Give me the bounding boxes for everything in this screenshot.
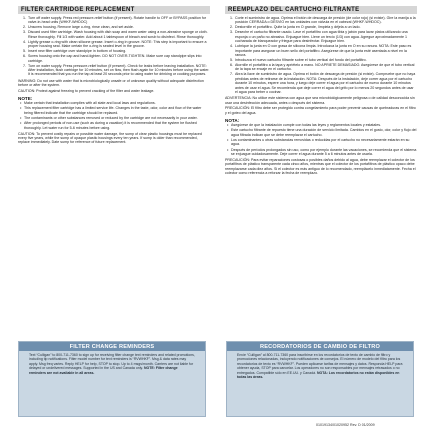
step-item: 3. Discard used filter cartridge. Wash housing with dish soap and warm water using a non-abrasive sponge or cloth. Rinse thoroughly. Fill 1/3 with water. Add about 1 tablespoon of bleach and scrub to disinfect. Rinse thoroughly. [23,30,208,39]
recordatorios-box [226,341,414,417]
warning-text: WARNING: Do not use with water that is microbiologically unsafe or of unknown quality without adequate disinfection before or after the system. [18,78,204,88]
step-item: 6. Atornille el portafiltro a la tapa y apriételo a mano. NO APRIETE DEMASIADO. Asegúrese de que el tubo vertical de la tapa se encaje en el cartucho. [230,63,415,72]
step-item: 1. Turn off water supply. Press red pressure-relief button (if present). Rotate handle to OFF or BYPASS position for valve-in-head units (WHKF-WHDOC) [23,16,207,25]
english-instructions [18,6,210,146]
step-item: 2. Destornille el portafiltro. Quite la junta en O grande, límpiela y déjela a un lado. [230,25,361,30]
note-item: • Después de períodos prolongados sin uso, como por ejemplo durante las vacaciones, se recomienda que el sistema se enjuague cuidadosamente. Deje correr el agua durante 5 a 6 minutos antes de usarla. [231,148,417,157]
reminder-text: Text “Culligan” to 800-711-7360 to sign up for receiving filter change text reminders and related promotions, including tip notifications. Filter model number for text reminders is “RVWHKF”. Msg & data rates may apply. Msg freq varies. Reply HELP for help, STOP to stop. Up to 4 msgs/month. Carriers are not liable for delayed or undelivered messages. Supported in the US and Canada only. NOTE: Filter change reminders are not available in all areas. [29,353,195,375]
note-item: • This replacement filter cartridge has a limited service life. Changes in the taste, odor, color and flow of the water being filtered indicate that the cartridge should be replaced. [24,106,210,115]
caution-sump-text: PRECAUCIÓN: Para evitar reparaciones costosas o posibles daños debido al agua, debe reemplazar el colector de los portafiltros de plástico transparente cada cinco años, mientras que el colector de los portafiltros de plástico opaco debe reemplazarse cada diez años. Si el colector es más antiguo de lo recomendado, reemplácelo inmediatamente. Fecha el colector como referencia a reforzar la fecha de reemplazo. [225,158,416,176]
note-list [18,101,210,130]
note-list [225,123,417,156]
step-item: 7. Turn on water supply. Press pressure-relief button (if present). Check for leaks before leaving installation. NOTE: After installation, flush cartridge for 10 minutes, set on flow, then flush again for 10 minutes before using the water. It is recommended that you run the tap at least 20 seconds prior to using water for drinking or cooking purposes. [23,63,210,77]
caution-text: PRECAUCIÓN: El filtro debe ser protegido contra congelamiento para poder prevenir causas de quebraduras en el filtro y el goteo del agua. [225,106,416,115]
note-item: • Asegúrese de que la instalación cumple con todas las leyes y reglamentos locales y estatales. [231,123,417,127]
caution-sump-text: CAUTION: To prevent costly repairs or possible water damage, the sump of clear plastic housings must be replaced every five years, while the sump of opaque plastic housings every ten years. If sump is older than recommended, replace immediately. Date sump for reference of future replacement. [18,131,202,145]
note-item: • Los contaminantes u otras substancias removidas o reducidas por el cartucho no necesariamente estarán en su agua. [231,138,417,147]
document-code: 01019134/01020952 Rev. D 01/2009 [316,423,375,427]
note-title: NOTA: [225,117,240,123]
reminder-title: FILTER CHANGE REMINDERS [19,342,205,351]
reminder-title: RECORDATORIOS DE CAMBIO DE FILTRO [227,342,413,351]
warning-text: ADVERTENCIA: No utilice este sistema con agua que sea microbiológicamente peligrosa o de calidad desconocida sin usar una desinfección adecuada, antes o después del sistema. [225,96,415,105]
caution-text: CAUTION: Protect against freezing to prevent cracking of the filter and water leakage. [18,88,155,93]
step-item: 7. Abra la llave de suministro de agua. Oprima el botón de descarga de presión (si existe). Compruebe que no haya pérdidas antes de retirarse de la instalación. NOTA: Después de la instalación, deje correr agua por el cartucho durante 10 minutos, espere una hora, y luego deje correr el agua por el cartucho de nuevo durante 10 minutos antes de usar el agua. Se recomienda que deje correr el agua del grifo por lo menos 20 segundos antes de usar el agua para beber o cocinar. [230,72,416,95]
section-title: REEMPLAZO DEL CARTUCHO FILTRANTE [225,6,417,14]
reminder-note: NOTA: Los recordatorios no están disponibles en todas las áreas. [237,370,400,380]
note-title: NOTE: [18,95,33,101]
step-item: 5. Insert new filter cartridge over standpipe in bottom of housing. [23,49,127,54]
step-item: 1. Corte el suministro de agua. Oprima el botón de descarga de presión (de color rojo) (si existe). Gire la manija a la posición CERRADA o DESVIO en las unidades con válvula en el cabezal (WHKF-WHDOC). [230,16,416,25]
note-item: • Este cartucho filtrante de repuesto tiene una duración de servicio limitada. Cambios en el gusto, olor, color y flujo del agua filtrada indican que se debe reemplazar el cartucho. [231,128,417,137]
step-item: 4. Lubrique la junta en O con grasa de silicona limpia. Introduzca la junta en O en su ranura. NOTA: Este paso es importante para asegurar un buen sello del portafiltro. Asegúrese de que la junta esté asentada a nivel en la ranura. [230,44,412,58]
step-item: 6. Screw housing onto the cap and hand-tighten. DO NOT OVER-TIGHTEN. Make sure cap standpipe slips into cartridge. [23,54,202,63]
spanish-instructions [225,6,417,177]
step-item: 4. Lightly grease o-ring with clean silicone grease. Insert o-ring in groove. NOTE: This step is important to ensure a proper housing seal. Make certain the o-ring is seated level in the groove. [23,39,207,49]
note-item: • The contaminants or other substances removed or reduced by the cartridge are not necessarily in your water. [24,116,210,120]
section-title: FILTER CARTRIDGE REPLACEMENT [18,6,210,14]
step-item: 2. Unscrew housing. Remove large o-ring, rinse clean, and set aside. [23,25,134,30]
filter-change-reminders-box [18,341,206,417]
note-item: • Make certain that installation complies with all state and local laws and regulations. [24,101,210,105]
reminder-note: NOTE: Filter change reminders are not available in all areas. [29,366,178,375]
reminder-text: Envíe “Culligan” al 800-711-7360 para inscribirse en los recordatorios de texto de cambio de filtro y promociones relacionadas, incluyendo notificaciones de consejos. El número de modelo del filtro para los recordatorios de texto es “RVWHKF”. Pueden aplicarse tarifas de mensajes y datos. Responda HELP para obtener ayuda, STOP para cancelar. Los operadores no son responsables por mensajes retrasados o no entregados. Compatible sólo en EE.UU. y Canadá. NOTA: Los recordatorios no están disponibles en todas las áreas. [237,353,403,380]
note-item: • After prolonged periods of non-use (such as during a vacation) it is recommended that the system be flushed thoroughly. Let water run for 5-6 minutes before using. [24,121,210,130]
step-item: 3. Deseche el cartucho filtrante usado. Lave el portafiltro con agua tibia y jabón para lavar platos utilizando una esponja o un paño no abrasivo. Enjuague bien. Llene un tercio (1/3) con agua. Agregue aproximadamente 1 cucharada de blanqueador y friegue para desinfectar. Enjuague bien. [230,30,408,44]
replacement-steps [18,16,210,77]
step-item: 5. Introduzca el nuevo cartucho filtrante sobre el tubo vertical del fondo del portafiltro. [230,58,367,63]
replacement-steps [225,16,417,94]
